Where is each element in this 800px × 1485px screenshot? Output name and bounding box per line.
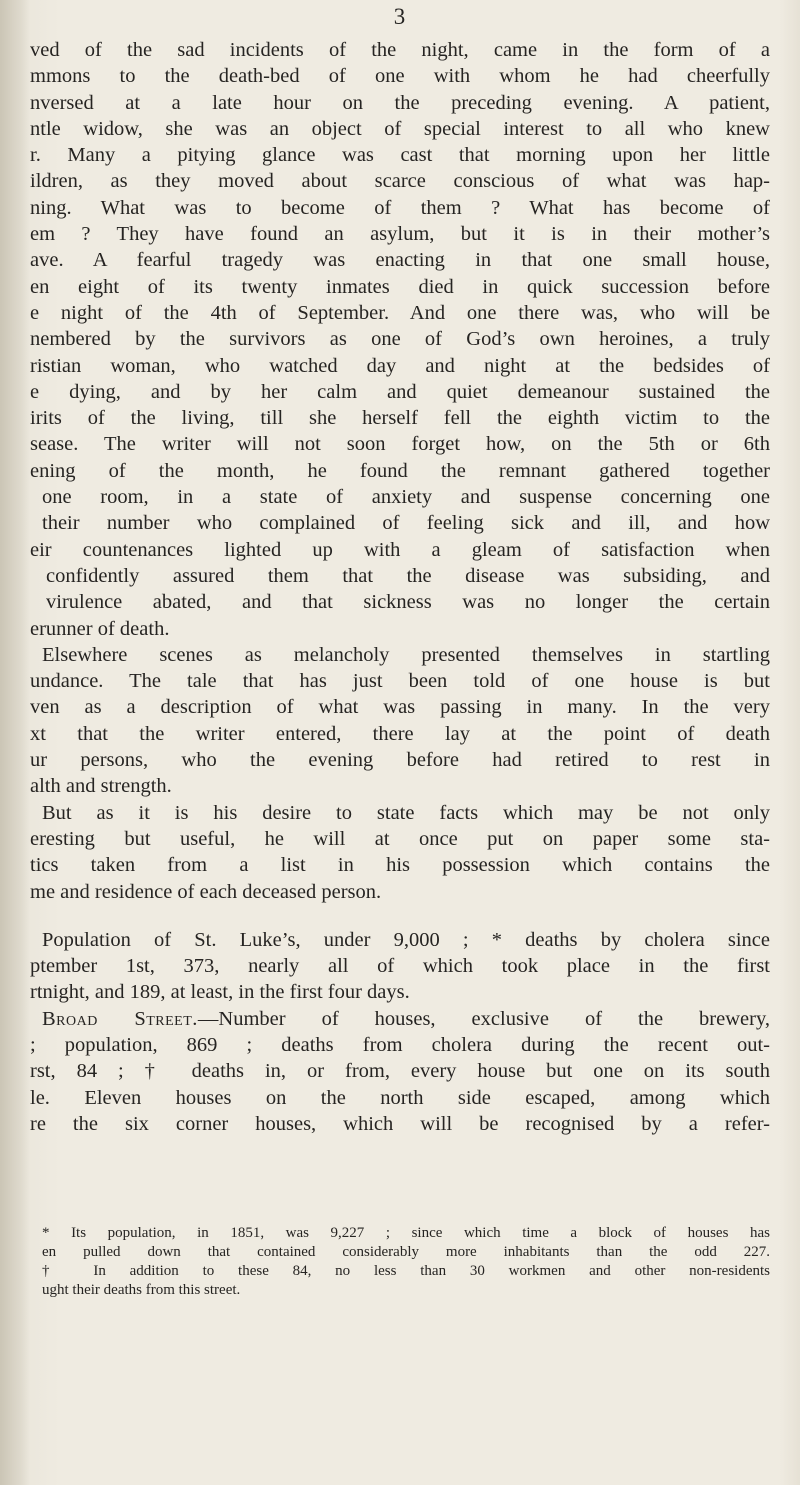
text-line: nembered by the survivors as one of God’s own heroines, a truly (30, 328, 770, 351)
text-line: ildren, as they moved about scarce conscious of what was hap- (30, 170, 770, 193)
paragraph-2 (30, 642, 770, 800)
text-line: re the six corner houses, which will be recognised by a refer- (30, 1112, 770, 1135)
text-line: le. Eleven houses on the north side escaped, among which (30, 1086, 770, 1109)
section-gap (30, 905, 770, 927)
footnote-line: † In addition to these 84, no less than 30 workmen and other non-residents (42, 1263, 770, 1279)
body-text (30, 37, 770, 1137)
text-line: Population of St. Luke’s, under 9,000 ; * deaths by cholera since (42, 928, 770, 951)
text-line: erunner of death. (30, 617, 170, 640)
page-number: 3 (393, 4, 407, 29)
paragraph-4 (30, 927, 770, 1006)
text-line: mmons to the death-bed of one with whom he had cheerfully (30, 65, 770, 88)
binding-gutter (0, 0, 30, 1485)
text-line: irits of the living, till she herself fell the eighth victim to the (30, 407, 770, 430)
text-line: ven as a description of what was passing in many. In the very (30, 696, 770, 719)
text-fragment: —Number of houses, exclusive of the brewery, (197, 1007, 770, 1030)
text-line: eir countenances lighted up with a gleam of satisfaction when (30, 538, 770, 561)
paragraph-1 (30, 37, 770, 642)
footnotes (42, 1224, 770, 1300)
text-line: ntle widow, she was an object of special interest to all who knew (30, 117, 770, 140)
text-line: me and residence of each deceased person. (30, 880, 382, 903)
text-line: ave. A fearful tragedy was enacting in that one small house, (30, 249, 770, 272)
text-line: en eight of its twenty inmates died in quick succession before (30, 275, 770, 298)
section-heading: Broad Street. (42, 1007, 198, 1030)
text-line: ristian woman, who watched day and night at the bedsides of (30, 354, 770, 377)
text-line: alth and strength. (30, 775, 172, 798)
text-line: ved of the sad incidents of the night, came in the form of a (30, 39, 770, 61)
text-line: ening of the month, he found the remnant gathered together (30, 459, 770, 482)
footnote-line: ught their deaths from this street. (42, 1282, 241, 1298)
text-line: nversed at a late hour on the preceding evening. A patient, (30, 91, 770, 114)
text-line: their number who complained of feeling sick and ill, and how (42, 512, 770, 535)
text-line: xt that the writer entered, there lay at the point of death (30, 722, 770, 745)
text-line: one room, in a state of anxiety and suspense concerning one (42, 486, 770, 509)
paragraph-5 (30, 1006, 770, 1137)
text-line: ptember 1st, 373, nearly all of which took place in the first (30, 955, 770, 978)
text-line: sease. The writer will not soon forget how, on the 5th or 6th (30, 433, 770, 456)
text-line: e dying, and by her calm and quiet demeanour sustained the (30, 380, 770, 403)
text-line: undance. The tale that has just been told of one house is but (30, 670, 770, 693)
text-line: r. Many a pitying glance was cast that morning upon her little (30, 144, 770, 167)
text-line: But as it is his desire to state facts which may be not only (42, 801, 770, 824)
text-line: eresting but useful, he will at once put on paper some sta- (30, 827, 770, 850)
footnote-line: * Its population, in 1851, was 9,227 ; since which time a block of houses has (42, 1225, 770, 1241)
text-line: ur persons, who the evening before had retired to rest in (30, 749, 770, 772)
text-line (30, 1006, 770, 1032)
footnote-line: en pulled down that contained considerably more inhabitants than the odd 227. (42, 1244, 770, 1260)
text-line: e night of the 4th of September. And one there was, who will be (30, 301, 770, 324)
text-line: virulence abated, and that sickness was no longer the certain (46, 591, 770, 614)
text-line: ning. What was to become of them ? What has become of (30, 196, 770, 219)
text-line: Elsewhere scenes as melancholy presented themselves in startling (42, 643, 770, 666)
text-line: ; population, 869 ; deaths from cholera during the recent out- (30, 1033, 770, 1056)
paragraph-3 (30, 800, 770, 905)
text-line: tics taken from a list in his possession which contains the (30, 854, 770, 877)
text-line: em ? They have found an asylum, but it is in their mother’s (30, 223, 770, 246)
text-line: rtnight, and 189, at least, in the first four days. (30, 981, 410, 1004)
text-line: confidently assured them that the disease was subsiding, and (46, 564, 770, 587)
text-line: rst, 84 ; † deaths in, or from, every house but one on its south (30, 1060, 770, 1083)
